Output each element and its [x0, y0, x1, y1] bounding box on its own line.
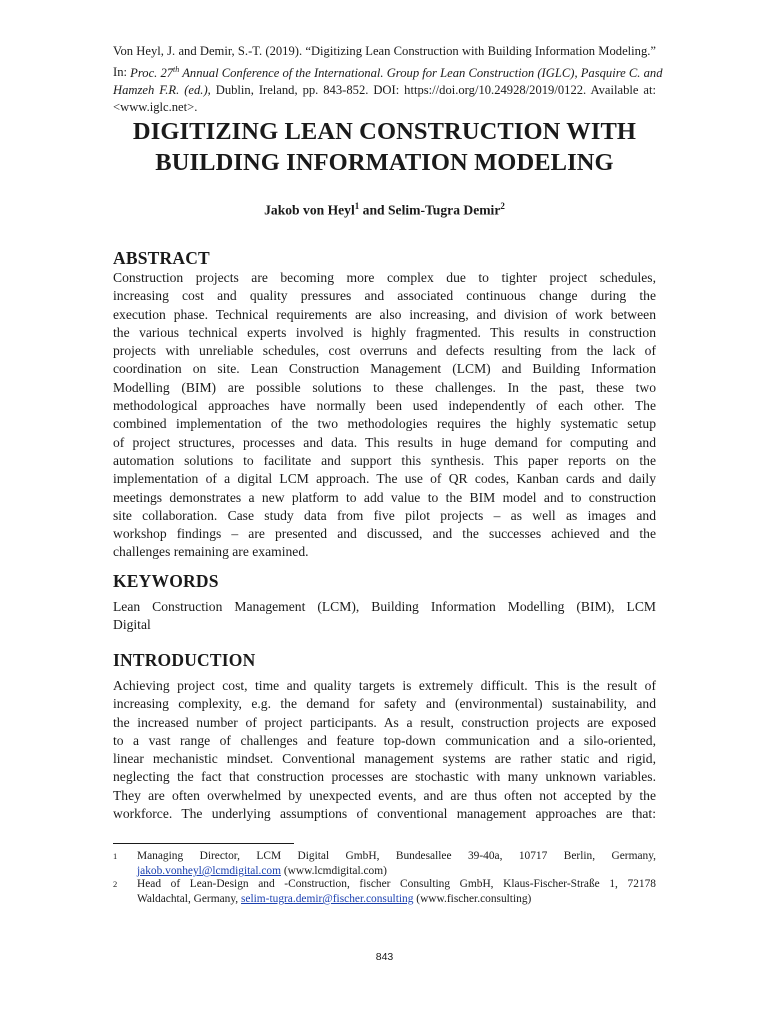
abstract-line: of project structures, processes and data. This results in huge demand for computing and [113, 434, 656, 450]
abstract-body [113, 269, 656, 562]
abstract-line: site collaboration. Case study data from five pilot projects – as well as images and [113, 507, 656, 523]
abstract-line: automation solutions to facilitate and support this synthesis. This paper reports on the [113, 452, 656, 468]
citation-proc: Proc. 27th Annual Conference of the International. Group for Lean Construction (IGLC), Pasquire C. and [130, 64, 663, 80]
footnote-line: Managing Director, LCM Digital GmbH, Bundesallee 39-40a, 10717 Berlin, Germany, [137, 850, 656, 862]
abstract-line: challenges remaining are examined. [113, 544, 309, 560]
introduction-line: They are often overwhelmed by unexpected events, and are thus often not accepted by the [113, 787, 656, 803]
abstract-line: coordination on site. Lean Construction Management (LCM) and Building Information [113, 361, 656, 377]
email-link-2[interactable]: selim-tugra.demir@fischer.consulting [240, 893, 414, 905]
footnote-line: Head of Lean-Design and -Construction, fischer Consulting GmbH, Klaus-Fischer-Straße 1, 72178 [137, 878, 656, 890]
introduction-line: workforce. The underlying assumptions of conventional management approaches are that: [113, 806, 656, 822]
abstract-line: methodological approaches have normally been used independently of each other. The [113, 398, 656, 414]
authors-line: Jakob von Heyl$^1$ and Selim-Tugra Demir$^2$ [264, 201, 505, 218]
introduction-line: Achieving project cost, time and quality targets is extremely difficult. This is the result of [113, 678, 656, 693]
citation-line-3: Hamzeh F.R. (ed.), Dublin, Ireland, pp. 843-852. DOI: https://doi.org/10.24928/2019/0122. Available at: [113, 83, 656, 97]
abstract-line: workshop findings – are presented and discussed, and the successes achieved and the [113, 526, 656, 542]
introduction-heading: INTRODUCTION [113, 650, 256, 670]
abstract-line: implementation of a digital LCM approach. The use of QR codes, Kanban cards and daily [113, 471, 656, 487]
abstract-line: Modelling (BIM) are possible solutions to these challenges. In the past, these two [113, 379, 656, 395]
email-link-1[interactable]: jakob.vonheyl@lcmdigital.com [137, 865, 281, 877]
keywords-line: Digital [113, 617, 151, 633]
abstract-heading: ABSTRACT [113, 248, 210, 268]
abstract-line: meetings demonstrates a new platform to add value to the BIM model and to construction [113, 489, 656, 505]
footnote-mark: 1 [113, 851, 118, 861]
footnote-line: Waldachtal, Germany, selim-tugra.demir@fischer.consulting (www.fischer.consulting) [137, 893, 532, 905]
title-line-2: BUILDING INFORMATION MODELING [155, 149, 614, 176]
footnote-line: jakob.vonheyl@lcmdigital.com (www.lcmdigital.com) [137, 865, 387, 877]
keywords-line: Lean Construction Management (LCM), Building Information Modelling (BIM), LCM [113, 599, 656, 614]
paper-title [113, 116, 656, 178]
citation-line-1: Von Heyl, J. and Demir, S.-T. (2019). “Digitizing Lean Construction with Building Information Modeling.” [113, 44, 656, 58]
abstract-line: Construction projects are becoming more complex due to tighter project schedules, [113, 270, 656, 285]
abstract-line: projects with unreliable schedules, cost overruns and defects resulting from the lack of [113, 343, 656, 359]
footnote-divider [113, 843, 294, 844]
keywords-body [113, 598, 656, 635]
abstract-line: execution phase. Technical requirements are also increasing, and division of work between [113, 306, 656, 322]
abstract-line: combined implementation of the two methodologies requires the highly systematic setup [113, 416, 656, 432]
citation-line-2: In: Proc. 27th Annual Conference of the International. Group for Lean Construction (IGLC), Pasquire C. and [113, 64, 663, 80]
introduction-body [113, 677, 656, 823]
introduction-line: linear mechanistic mindset. Conventional management systems are rather static and rigid, [113, 751, 656, 767]
keywords-heading: KEYWORDS [113, 571, 219, 591]
introduction-line: to a vast range of challenges and feature top-down communication and a silo-oriented, [113, 732, 656, 748]
citation-line-4: <www.iglc.net>. [113, 100, 198, 115]
title-line-1: DIGITIZING LEAN CONSTRUCTION WITH [132, 118, 637, 145]
abstract-line: the various technical experts involved is highly fragmented. This results in construction [113, 324, 656, 340]
footnote-2 [113, 877, 656, 907]
footnote-1 [113, 849, 656, 879]
page-number: 843 [375, 951, 394, 963]
introduction-line: increasing complexity, e.g. the demand for safety and (environmental) sustainability, and [113, 696, 656, 712]
abstract-line: increasing cost and quality pressures and associated continuous change during the [113, 288, 656, 304]
introduction-line: the increased number of project participants. As a result, construction projects are exposed [113, 714, 656, 730]
citation-block [113, 43, 663, 117]
footnote-mark: 2 [113, 879, 118, 889]
introduction-line: neglecting the fact that construction processes are stochastic with many unknown variables. [113, 769, 656, 785]
